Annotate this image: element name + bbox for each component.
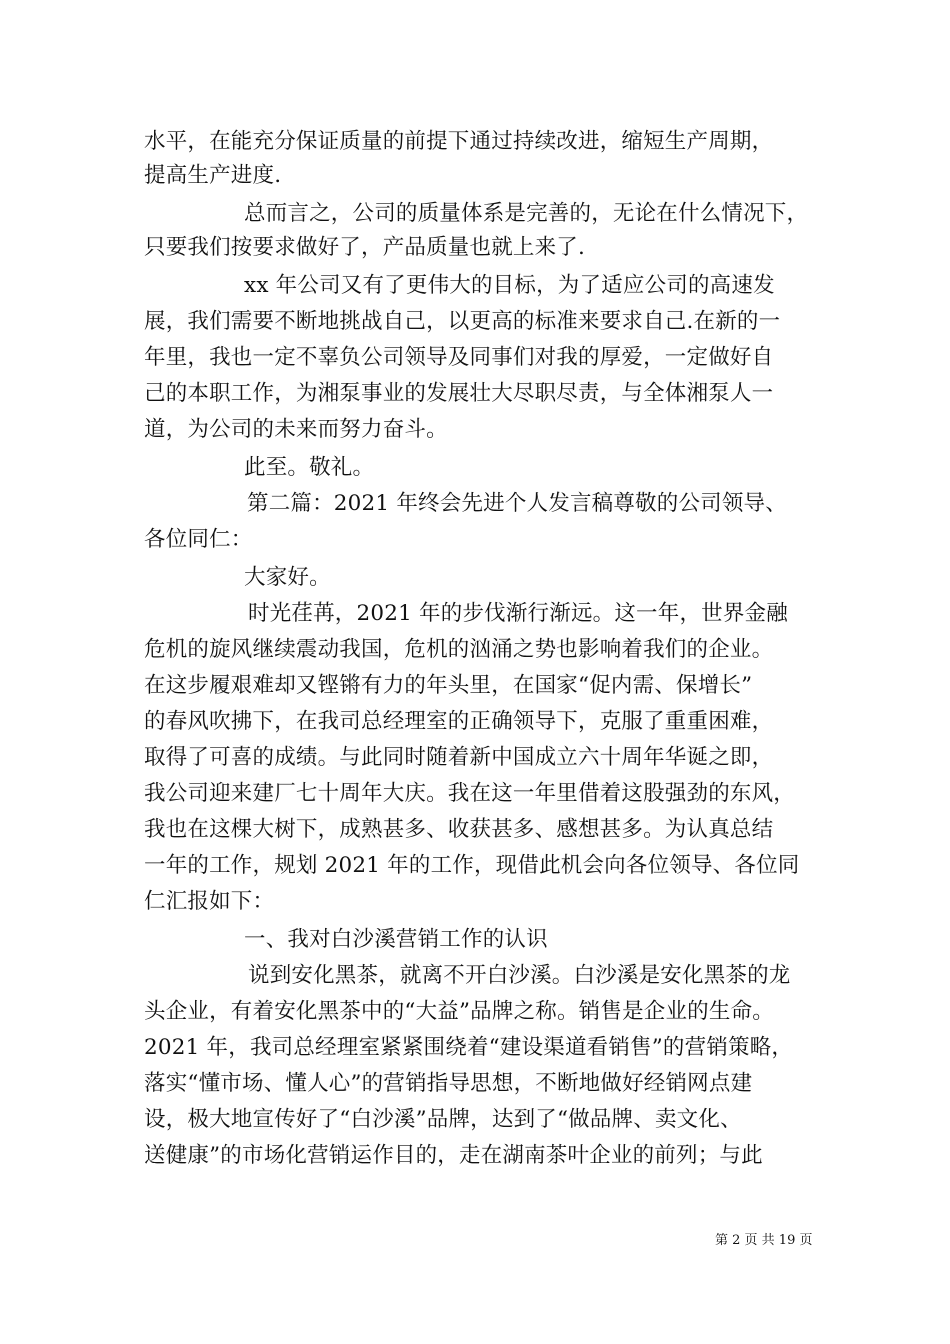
text-line: 落实“懂市场、懂人心”的营销指导思想，不断地做好经销网点建	[144, 1071, 753, 1096]
text-line: 仁汇报如下：	[144, 889, 275, 914]
text-line: 2021 年，我司总经理室紧紧围绕着“建设渠道看销售”的营销策略，	[144, 1035, 794, 1060]
text-line: 头企业，有着安化黑茶中的“大益”品牌之称。销售是企业的生命。	[144, 999, 774, 1024]
text-line: 设，极大地宣传好了“白沙溪”品牌，达到了“做品牌、卖文化、	[144, 1107, 742, 1132]
section-heading: 第二篇：2021 年终会先进个人发言稿尊敬的公司领导、	[247, 491, 787, 516]
text-line: 年里，我也一定不辜负公司领导及同事们对我的厚爱，一定做好自	[144, 345, 774, 370]
text-line: 送健康”的市场化营销运作目的，走在湖南茶叶企业的前列；与此	[144, 1143, 763, 1168]
text-line: 我也在这棵大树下，成熟甚多、收获甚多、感想甚多。为认真总结	[144, 817, 774, 842]
text-line: 取得了可喜的成绩。与此同时随着新中国成立六十周年华诞之即，	[144, 745, 774, 770]
text-line: 道，为公司的未来而努力奋斗。	[144, 417, 448, 442]
text-line: 总而言之，公司的质量体系是完善的，无论在什么情况下，	[244, 201, 809, 226]
section-heading: 一、我对白沙溪营销工作的认识	[244, 927, 548, 952]
text-line: 提高生产进度.	[144, 163, 282, 188]
text-line: 水平，在能充分保证质量的前提下通过持续改进，缩短生产周期，	[144, 129, 774, 154]
text-line: xx 年公司又有了更伟大的目标，为了适应公司的高速发	[244, 273, 775, 298]
text-line: 说到安化黑茶，就离不开白沙溪。白沙溪是安化黑茶的龙	[248, 963, 791, 988]
text-line: 只要我们按要求做好了，产品质量也就上来了.	[144, 235, 586, 260]
text-line: 己的本职工作，为湘泵事业的发展壮大尽职尽责，与全体湘泵人一	[144, 381, 774, 406]
text-line: 危机的旋风继续震动我国，危机的汹涌之势也影响着我们的企业。	[144, 637, 774, 662]
text-line: 时光荏苒，2021 年的步伐渐行渐远。这一年，世界金融	[248, 601, 788, 626]
text-line: 大家好。	[244, 565, 331, 590]
text-line: 一年的工作，规划 2021 年的工作，现借此机会向各位领导、各位同	[144, 853, 800, 878]
text-line: 此至。敬礼。	[244, 455, 375, 480]
text-line: 各位同仁：	[144, 527, 253, 552]
text-line: 展，我们需要不断地挑战自己，以更高的标准来要求自己.在新的一	[144, 309, 781, 334]
text-line: 的春风吹拂下，在我司总经理室的正确领导下，克服了重重困难，	[144, 709, 774, 734]
text-line: 我公司迎来建厂七十周年大庆。我在这一年里借着这股强劲的东风，	[144, 781, 796, 806]
page-footer: 第 2 页 共 19 页	[715, 1233, 813, 1248]
text-line: 在这步履艰难却又铿锵有力的年头里，在国家“促内需、保增长”	[144, 673, 753, 698]
